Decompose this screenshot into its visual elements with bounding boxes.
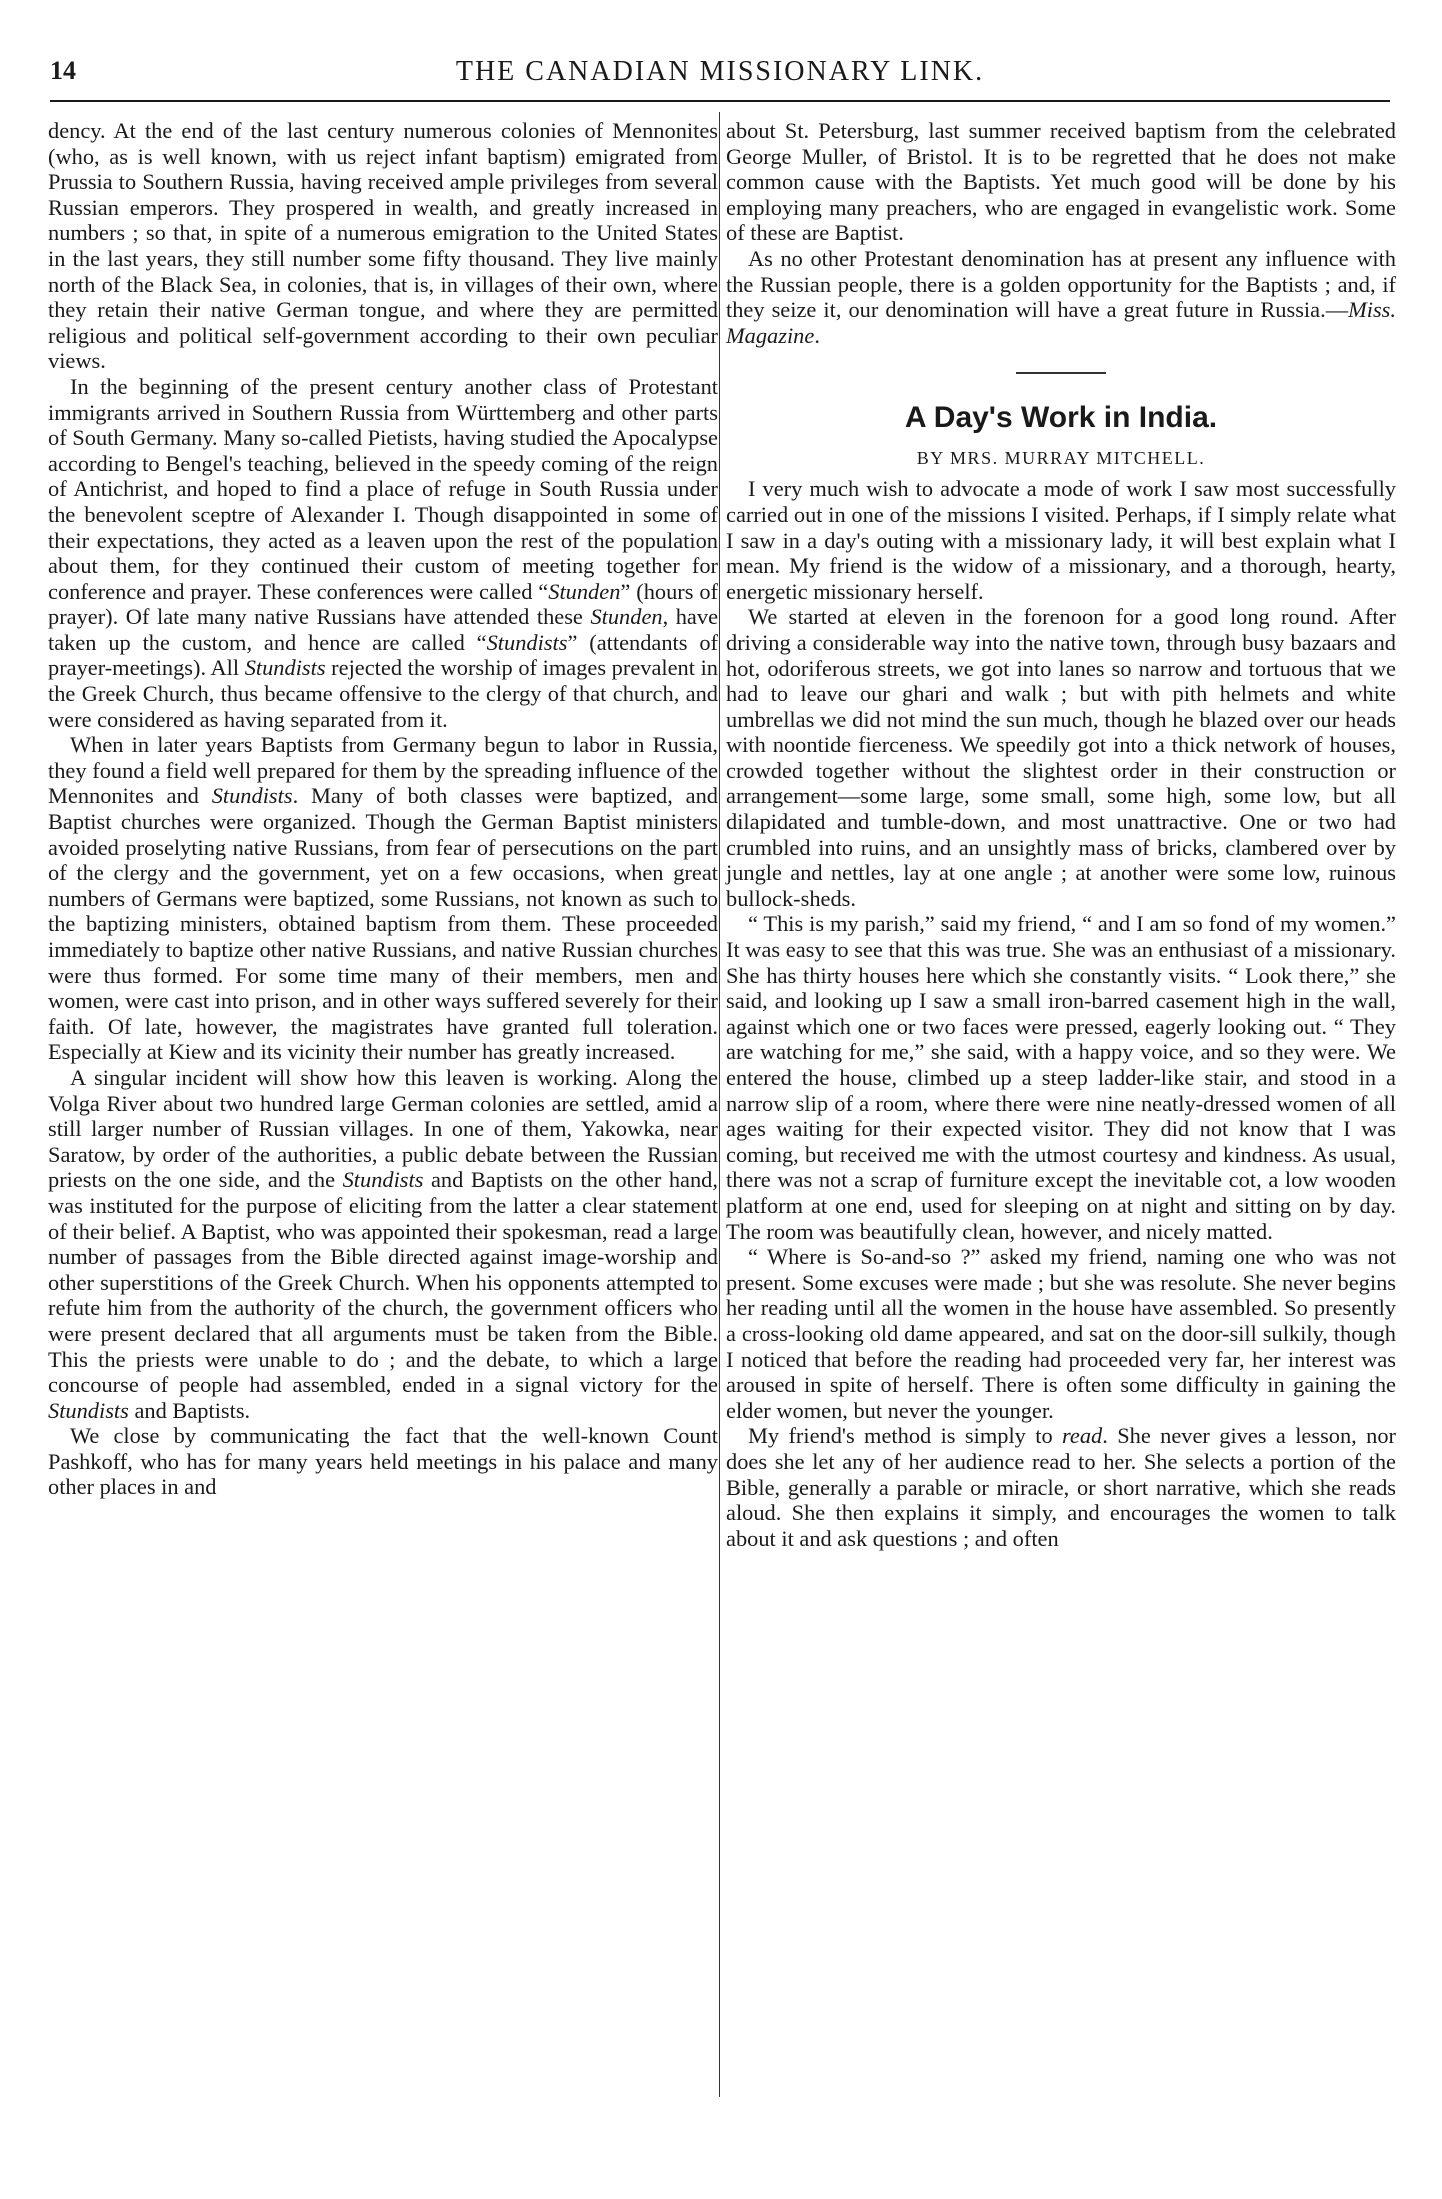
previous-article-conclusion: [726, 118, 1396, 348]
column-divider: [719, 112, 720, 2097]
text-run: . She never gives a lesson, nor does she let any of her audience read to her. She selects a portion of the Bible, generally a parable or miracle, or short narrative, which she reads aloud. She then explains it simply, and encourages the women to talk about it and ask questions ; and often: [726, 1423, 1396, 1551]
paragraph: [48, 732, 718, 1065]
paragraph: [726, 1244, 1396, 1423]
header-rule: [50, 100, 1390, 102]
text-run: As no other Protestant denomination has at present any influence with the Russian people, there is a golden opportunity for the Baptists ; and, if they seize it, our denomination will have a great future in Russia.—: [726, 245, 1396, 323]
paragraph: [726, 911, 1396, 1244]
paragraph: [726, 246, 1396, 348]
text-run: ” (attendants of prayer-meetings). All: [48, 629, 718, 681]
italic-term: Stundists: [48, 1397, 129, 1423]
text-run: My friend's method is simply to: [748, 1423, 1063, 1449]
text-run: , have taken up the custom, and hence are called “: [48, 604, 719, 655]
paragraph: [48, 1065, 718, 1423]
text-run: rejected the worship of images prevalent in the Greek Church, thus became offensive to the clergy of that church, and were considered as having separated from it.: [48, 655, 718, 732]
paragraph: [726, 476, 1396, 604]
text-run: We started at eleven in the forenoon for a good long round. After driving a considerable way into the native town, through busy bazaars and hot, odoriferous streets, we got into lanes so narrow and tortuous that we had to leave our ghari and walk ; but with pith helmets and white umbrellas we did not mind the sun much, though he blazed over our heads with noontide fierceness. We speedily got into a thick network of houses, crowded together without the slightest order in their construction or arrangement—some large, some small, some high, some low, but all dilapidated and tumble-down, and most unattractive. One or two had crumbled into ruins, and an unsightly mass of bricks, clambered over by jungle and nettles, lay at one angle ; at another were some low, ruinous bullock-sheds.: [726, 604, 1396, 911]
paragraph: [48, 1423, 718, 1500]
paragraph: [48, 118, 718, 374]
right-column: [726, 118, 1396, 1551]
text-run: and Baptists.: [128, 1397, 251, 1423]
italic-term: read: [1062, 1423, 1103, 1449]
page-header: [50, 56, 1390, 96]
text-run: and Baptists on the other hand, was instituted for the purpose of eliciting from the latter a clear statement of their belief. A Baptist, who was appointed their spokesman, read a large number of passages from the Bible directed against image-worship and other superstitions of the Greek Church. When his opponents attempted to refute him from the authority of the church, the government officers who were present declared that all arguments must be taken from the Bible. This the priests were unable to do ; and the debate, to which a large concourse of people had assembled, ended in a signal victory for the: [48, 1167, 718, 1398]
journal-title: THE CANADIAN MISSIONARY LINK.: [455, 56, 985, 87]
italic-term: Stunden: [548, 578, 621, 604]
text-run: A singular incident will show how this leaven is working. Along the Volga River about two hundred large German colonies are settled, amid a still larger number of Russian villages. In one of them, Yakowka, near Saratow, by order of the authorities, a public debate between the Russian priests on the one side, and the: [48, 1064, 718, 1193]
italic-term: Stunden: [590, 604, 663, 630]
text-run: .: [814, 322, 820, 348]
text-run: “ Where is So-and-so ?” asked my friend, naming one who was not present. Some excuses were made ; but she was resolute. She never begins her reading until all the women in the house have assembled. So presently a cross-looking old dame appeared, and sat on the door-sill sulkily, though I noticed that before the reading had proceeded very far, her interest was aroused in spite of herself. There is often some difficulty in gaining the elder women, but never the younger.: [726, 1244, 1396, 1423]
paragraph: [48, 374, 718, 732]
paragraph: [726, 604, 1396, 911]
italic-term: Stundists: [211, 783, 293, 809]
italic-term: Stundists: [342, 1167, 424, 1193]
article-title: A Day's Work in India.: [904, 401, 1218, 435]
article-body: [726, 476, 1396, 1551]
paragraph: [726, 1423, 1396, 1551]
text-run: We close by communicating the fact that the well-known Count Pashkoff, who has for many years held meetings in his palace and many other places in and: [48, 1423, 718, 1500]
article-byline: BY MRS. MURRAY MITCHELL.: [916, 448, 1206, 469]
italic-term: Stundists: [486, 629, 568, 655]
left-column: [48, 118, 718, 1500]
paragraph: [726, 118, 1396, 246]
text-run: about St. Petersburg, last summer received baptism from the celebrated George Muller, of Bristol. It is to be regretted that he does not make common cause with the Baptists. Yet much good will be done by his employing many preachers, who are engaged in evangelistic work. Some of these are Baptist.: [726, 118, 1396, 246]
page-number: 14: [50, 56, 76, 85]
text-run: I very much wish to advocate a mode of work I saw most successfully carried out in one of the missions I visited. Perhaps, if I simply relate what I saw in a day's outing with a missionary lady, it will best explain what I mean. My friend is the widow of a missionary, and a thorough, hearty, energetic missionary herself.: [726, 476, 1396, 604]
text-run: dency. At the end of the last century numerous colonies of Mennonites (who, as is well known, with us reject infant baptism) emigrated from Prussia to Southern Russia, having received ample privileges from several Russian emperors. They prospered in wealth, and greatly increased in numbers ; so that, in spite of a numerous emigration to the United States in the last years, they still number some fifty thousand. They live mainly north of the Black Sea, in colonies, that is, in villages of their own, where they retain their native German tongue, and where they are permitted religious and political self-government according to their own peculiar views.: [48, 118, 718, 374]
text-run: When in later years Baptists from Germany begun to labor in Russia, they found a field well prepared for them by the spreading influence of the Mennonites and: [48, 732, 718, 809]
italic-term: Miss. Magazine: [726, 297, 1396, 348]
text-run: “ This is my parish,” said my friend, “ and I am so fond of my women.” It was easy to see that this was true. She was an enthusiast of a missionary. She has thirty houses here which she constantly visits. “ Look there,” she said, and looking up I saw a small iron-barred casement high in the wall, against which one or two faces were pressed, eagerly looking out. “ They are watching for me,” she said, with a happy voice, and so they were. We entered the house, climbed up a steep ladder-like stair, and stood in a narrow slip of a room, where there were nine neatly-dressed women of all ages waiting for their expected visitor. They did not know that I was coming, but received me with the utmost courtesy and kindness. As usual, there was not a scrap of furniture except the inevitable cot, a low wooden platform at one end, used for sleeping on at night and sitting on by day. The room was beautifully clean, however, and nicely matted.: [726, 911, 1396, 1244]
article-separator-rule: [1016, 372, 1106, 374]
text-run: In the beginning of the present century another class of Protestant immigrants arrived in Southern Russia from Württemberg and other parts of South Germany. Many so-called Pietists, having studied the Apocalypse according to Bengel's teaching, believed in the speedy coming of the reign of Antichrist, and hoped to find a place of refuge in South Russia under the benevolent sceptre of Alexander I. Though disappointed in some of their expectations, they acted as a leaven upon the rest of the population about them, for they continued their custom of meeting together for conference and prayer. These conferences were called “: [48, 373, 718, 604]
italic-term: Stundists: [244, 655, 326, 681]
text-run: ” (hours of prayer). Of late many native Russians have attended these: [48, 578, 719, 630]
text-run: . Many of both classes were baptized, and Baptist churches were organized. Though the German Baptist ministers avoided proselyting native Russians, from fear of persecutions on the part of the clergy and the government, yet on a few occasions, when great numbers of Germans were baptized, some Russians, not known as such to the baptizing ministers, obtained baptism from them. These proceeded immediately to baptize other native Russians, and native Russian churches were thus formed. For some time many of their members, men and women, were cast into prison, and in other ways suffered severely for their faith. Of late, however, the magistrates have granted full toleration. Especially at Kiew and its vicinity their number has greatly increased.: [48, 783, 718, 1065]
left-column-body: [48, 118, 718, 1500]
